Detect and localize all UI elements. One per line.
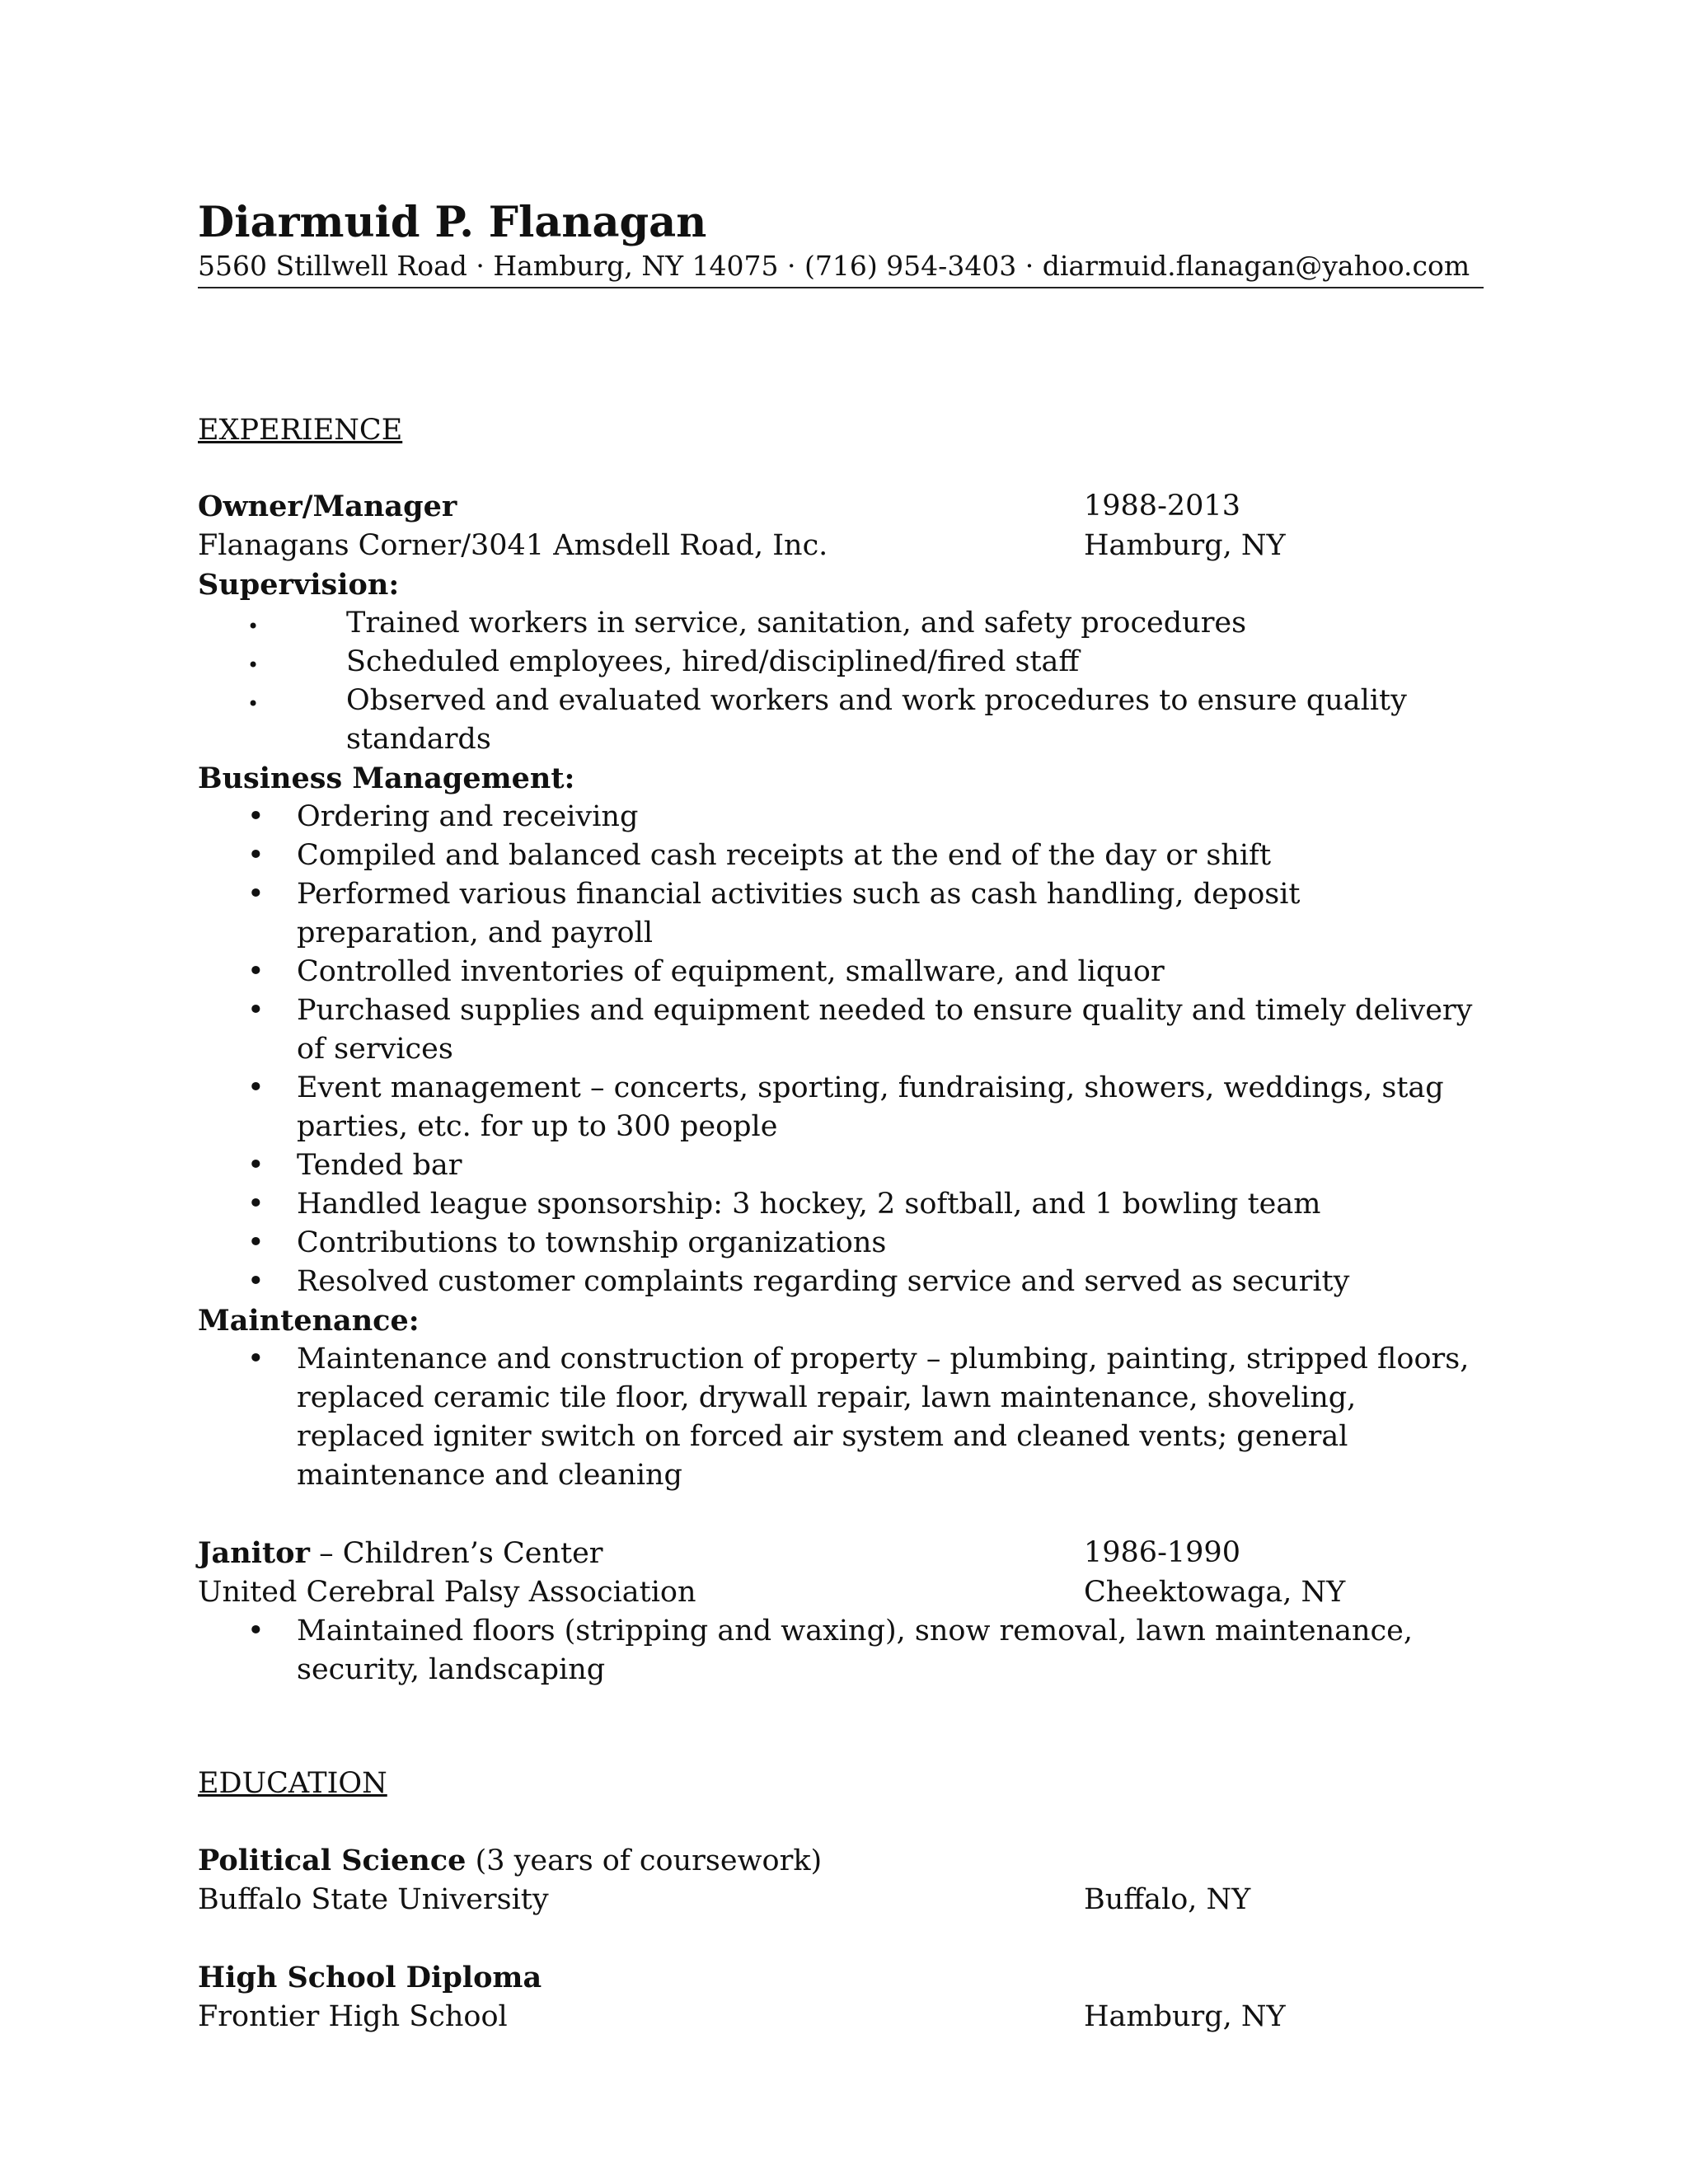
school-location: Buffalo, NY xyxy=(1084,1882,1251,1916)
list-item: • Ordering and receiving xyxy=(198,798,1484,837)
list-item: • Event management – concerts, sporting, fundraising, showers, weddings, stag parties, etc. for up to 300 people xyxy=(198,1069,1484,1146)
degree-note: (3 years of coursework) xyxy=(466,1844,823,1877)
spacer xyxy=(198,1919,1484,1958)
degree-title: Political Science xyxy=(198,1843,467,1877)
list-item: • Performed various financial activities such as cash handling, deposit preparation, and payroll xyxy=(198,875,1484,953)
job-title-row xyxy=(198,1534,1484,1573)
list-item: • Maintained floors (stripping and waxing), snow removal, lawn maintenance, security, landscaping xyxy=(198,1612,1484,1690)
bullet-icon: • xyxy=(247,878,265,912)
job-title: Owner/Manager xyxy=(198,490,457,524)
education-heading: EDUCATION xyxy=(198,1767,387,1801)
bullet-icon: • xyxy=(247,1226,265,1260)
maintenance-list xyxy=(198,1340,1484,1495)
business-management-list xyxy=(198,798,1484,1301)
job-employer: Flanagans Corner/3041 Amsdell Road, Inc. xyxy=(198,529,828,563)
degree-title: High School Diploma xyxy=(198,1960,542,1994)
bullet-icon: • xyxy=(247,1188,265,1221)
bullet-icon: • xyxy=(247,1265,265,1299)
school-row xyxy=(198,1881,1484,1919)
spacer xyxy=(198,1495,1484,1534)
school-row xyxy=(198,1998,1484,2036)
list-item: • Resolved customer complaints regarding service and served as security xyxy=(198,1263,1484,1301)
school-name: Frontier High School xyxy=(198,1999,508,2033)
bullet-icon: • xyxy=(247,994,265,1028)
experience-heading: EXPERIENCE xyxy=(198,413,403,447)
bullet-icon: • xyxy=(247,1615,265,1648)
maintenance-label: Maintenance: xyxy=(198,1304,420,1338)
job-employer: United Cerebral Palsy Association xyxy=(198,1576,696,1610)
candidate-name: Diarmuid P. Flanagan xyxy=(198,198,707,247)
bullet-icon: • xyxy=(247,1343,265,1376)
resume-page xyxy=(198,198,1484,2036)
bullet-icon: • xyxy=(247,1071,265,1105)
education-entry xyxy=(198,1841,1484,1919)
list-item: • Scheduled employees, hired/disciplined/fired staff xyxy=(198,643,1484,682)
school-name: Buffalo State University xyxy=(198,1882,549,1916)
list-item: • Tended bar xyxy=(198,1146,1484,1185)
job-title-row xyxy=(198,487,1484,527)
school-location: Hamburg, NY xyxy=(1084,1999,1286,2033)
list-item: • Controlled inventories of equipment, smallware, and liquor xyxy=(198,953,1484,991)
degree-row xyxy=(198,1958,1484,1998)
bullet-icon: • xyxy=(247,800,265,834)
job-title: Janitor xyxy=(198,1536,310,1571)
bullet-icon: • xyxy=(247,1149,265,1183)
job-location: Cheektowaga, NY xyxy=(1084,1576,1346,1610)
list-item: • Contributions to township organizations xyxy=(198,1224,1484,1263)
janitor-duties-list xyxy=(198,1612,1484,1690)
bullet-icon: • xyxy=(247,955,265,989)
education-entry xyxy=(198,1958,1484,2036)
list-item: • Compiled and balanced cash receipts at the end of the day or shift xyxy=(198,837,1484,875)
list-item: • Trained workers in service, sanitation, and safety procedures xyxy=(198,604,1484,643)
bullet-icon: • xyxy=(247,615,260,639)
list-item: • Purchased supplies and equipment needed to ensure quality and timely delivery of services xyxy=(198,991,1484,1069)
bullet-icon: • xyxy=(247,692,260,716)
business-management-label: Business Management: xyxy=(198,762,575,796)
job-employer-row xyxy=(198,527,1484,565)
contact-line: 5560 Stillwell Road · Hamburg, NY 14075 · (716) 954-3403 · diarmuid.flanagan@yahoo.com xyxy=(198,248,1484,288)
job-location: Hamburg, NY xyxy=(1084,529,1286,563)
job-dates: 1986-1990 xyxy=(1084,1536,1240,1570)
job-owner-manager xyxy=(198,487,1484,1495)
supervision-list xyxy=(198,604,1484,759)
list-item: • Observed and evaluated workers and work procedures to ensure quality standards xyxy=(247,684,1407,757)
bullet-icon: • xyxy=(247,654,260,677)
job-employer-row xyxy=(198,1573,1484,1612)
list-item: • Handled league sponsorship: 3 hockey, 2 softball, and 1 bowling team xyxy=(198,1185,1484,1224)
job-title-suffix: – Children’s Center xyxy=(309,1537,603,1571)
job-dates: 1988-2013 xyxy=(1084,490,1240,523)
supervision-label: Supervision: xyxy=(198,568,400,602)
bullet-icon: • xyxy=(247,839,265,873)
list-item: • Maintenance and construction of property – plumbing, painting, stripped floors, replaced ceramic tile floor, drywall repair, lawn maintenance, shoveling, replaced igniter switch on forced air system and cleaned vents; general maintenance and cleaning xyxy=(198,1340,1484,1495)
degree-row xyxy=(198,1841,1484,1881)
job-janitor xyxy=(198,1534,1484,1690)
